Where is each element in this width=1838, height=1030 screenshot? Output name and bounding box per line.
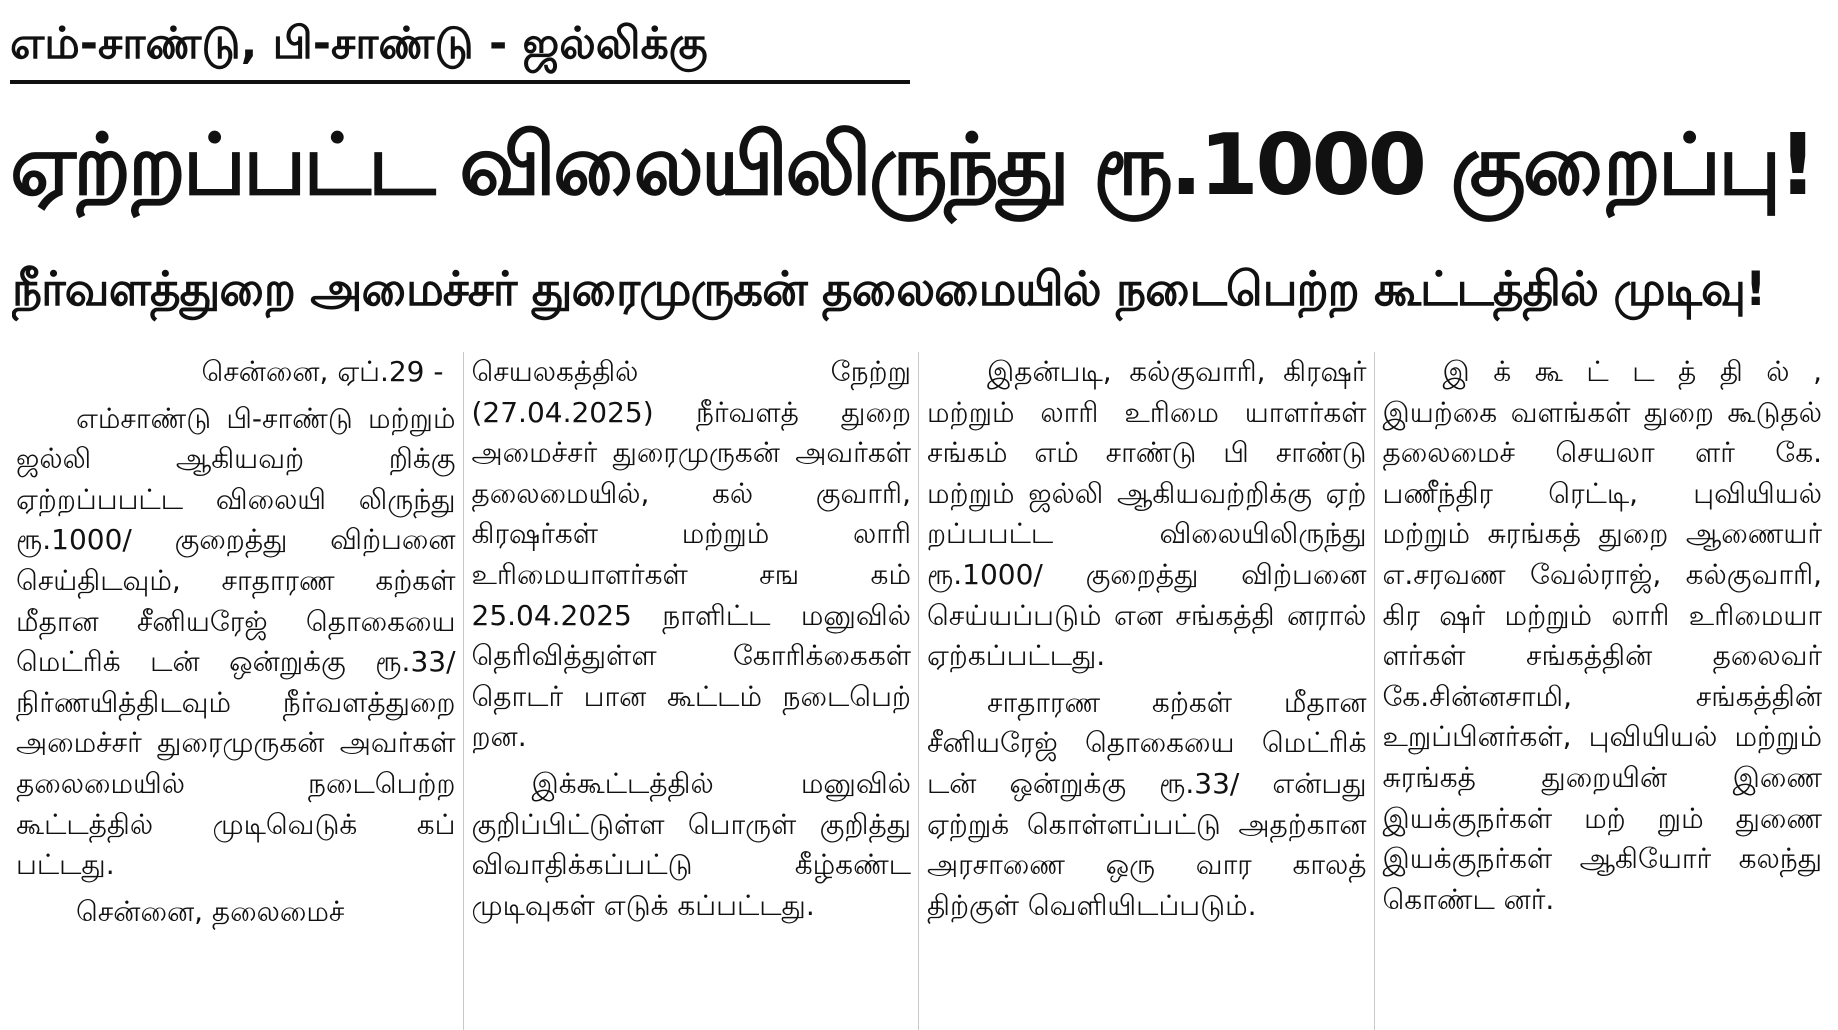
article-column-4 [1375, 352, 1831, 1030]
paragraph: இக்கூட்டத்தில் மனுவில் குறிப்பிட்டுள்ள பொருள் குறித்து விவாதிக்கப்பட்டு கீழ்கண்ட முடிவுகள் எடுக் கப்பட்டது. [471, 766, 911, 922]
paragraph: செயலகத்தில் நேற்று (27.04.2025) நீர்வளத் துறை அமைச்சர் துரைமுருகன் அவர்கள் தலைமையில், கல் குவாரி, கிரஷர்கள் மற்றும் லாரி உரிமையாளர்கள் சங கம் 25.04.2025 நாளிட்ட மனுவில் தெரிவித்துள்ள கோரிக்கைகள் தொடர் பான கூட்டம் நடைபெற் றன. [471, 355, 911, 754]
main-headline: ஏற்றப்பட்ட விலையிலிருந்து ரூ.1000 குறைப்பு! [10, 116, 1815, 215]
paragraph: சென்னை, தலைமைச் [76, 894, 345, 928]
article-body [8, 352, 1830, 1030]
paragraph: இ க் கூ ட் ட த் தி ல் , இயற்கை வளங்கள் துறை கூடுதல் தலைமைச் செயலா ளர் கே. பணீந்திர ரெட்டி, புவியியல் மற்றும் சுரங்கத் துறை ஆணையர் எ.சரவண வேல்ராஜ், கல்குவாரி, கிர ஷர் மற்றும் லாரி உரிமையா ளர்கள் சங்கத்தின் தலைவர் கே.சின்னசாமி, சங்கத்தின் உறுப்பினர்கள், புவியியல் மற்றும் சுரங்கத் துறையின் இணை இயக்குநர்கள் மற் றும் துணை இயக்குநர்கள் ஆகியோர் கலந்து கொண்ட னர். [1382, 355, 1822, 916]
paragraph: சாதாரண கற்கள் மீதான சீனியரேஜ் தொகையை மெட்ரிக் டன் ஒன்றுக்கு ரூ.33/ என்பது ஏற்றுக் கொள்ளப்பட்டு அதற்கான அரசாணை ஒரு வார காலத் திற்குள் வெளியிடப்படும். [927, 685, 1367, 922]
sub-headline: நீர்வளத்துறை அமைச்சர் துரைமுருகன் தலைமையில் நடைபெற்ற கூட்டத்தில் முடிவு! [12, 262, 1766, 317]
kicker-underline [10, 80, 910, 84]
article-column-1 [8, 352, 464, 1030]
article-column-3 [919, 352, 1375, 1030]
article-column-2 [464, 352, 920, 1030]
paragraph: இதன்படி, கல்குவாரி, கிரஷர் மற்றும் லாரி உரிமை யாளர்கள் சங்கம் எம் சாண்டு பி சாண்டு மற்றும் ஜல்லி ஆகியவற்றிக்கு ஏற் றப்பபட்ட விலையிலிருந்து ரூ.1000/ குறைத்து விற்பனை செய்யப்படும் என சங்கத்தி னரால் ஏற்கப்பட்டது. [927, 355, 1367, 673]
paragraph: எம்சாண்டு பி-சாண்டு மற்றும் ஜல்லி ஆகியவற் றிக்கு ஏற்றப்பபட்ட விலையி லிருந்து ரூ.1000/ குறைத்து விற்பனை செய்திடவும், சாதாரண கற்கள் மீதான சீனியரேஜ் தொகையை மெட்ரிக் டன் ஒன்றுக்கு ரூ.33/ நிர்ணயித்திடவும் நீர்வளத்துறை அமைச்சர் துரைமுருகன் அவர்கள் தலைமையில் நடைபெற்ற கூட்டத்தில் முடிவெடுக் கப் பட்டது. [16, 401, 456, 882]
dateline: சென்னை, ஏப்.29 - [201, 355, 444, 388]
kicker-heading: எம்-சாண்டு, பி-சாண்டு - ஜல்லிக்கு [10, 18, 708, 69]
